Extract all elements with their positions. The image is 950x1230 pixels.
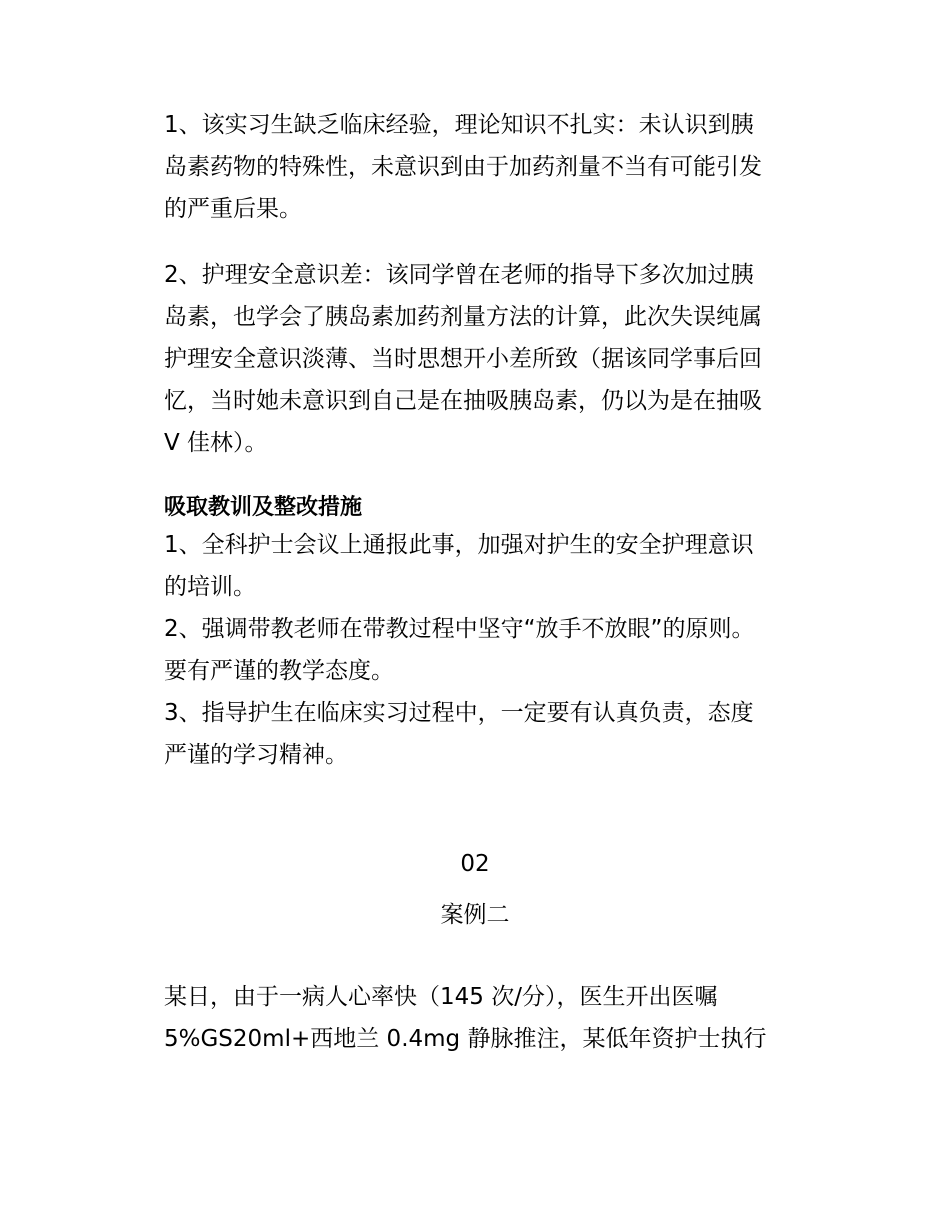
case-paragraph [164,976,794,1060]
case-title: 案例二 [440,902,510,928]
text-line: 岛素药物的特殊性，未意识到由于加药剂量不当有可能引发 [164,154,762,180]
text-line: 忆，当时她未意识到自己是在抽吸胰岛素，仍以为是在抽吸 [164,388,762,414]
list-item: 2、强调带教老师在带教过程中坚守“放手不放眼”的原则。 [164,616,755,642]
measures-list [164,524,794,776]
list-item: 3、指导护生在临床实习过程中，一定要有认真负责，态度 [164,700,754,726]
section-heading: 吸取教训及整改措施 [164,495,363,520]
cause-paragraph-2 [164,254,794,464]
text-line: 5%GS20ml+西地兰 0.4mg 静脉推注，某低年资护士执行 [164,1026,767,1052]
cause-paragraph-1 [164,104,794,230]
text-line: 1、该实习生缺乏临床经验，理论知识不扎实：未认识到胰 [164,112,754,138]
text-line: 某日，由于一病人心率快（145 次/分），医生开出医嘱 [164,984,718,1010]
text-line: 的严重后果。 [164,196,302,222]
text-line: 2、护理安全意识差：该同学曾在老师的指导下多次加过胰 [164,262,754,288]
list-item: 要有严谨的教学态度。 [164,658,394,684]
text-line: 岛素，也学会了胰岛素加药剂量方法的计算，此次失误纯属 [164,304,762,330]
text-line: V 佳林）。 [164,430,268,456]
list-item: 的培训。 [164,574,256,600]
list-item: 1、全科护士会议上通报此事，加强对护生的安全护理意识 [164,532,754,558]
text-line: 护理安全意识淡薄、当时思想开小差所致（据该同学事后回 [164,346,762,372]
list-item: 严谨的学习精神。 [164,742,348,768]
case-number: 02 [460,851,490,877]
